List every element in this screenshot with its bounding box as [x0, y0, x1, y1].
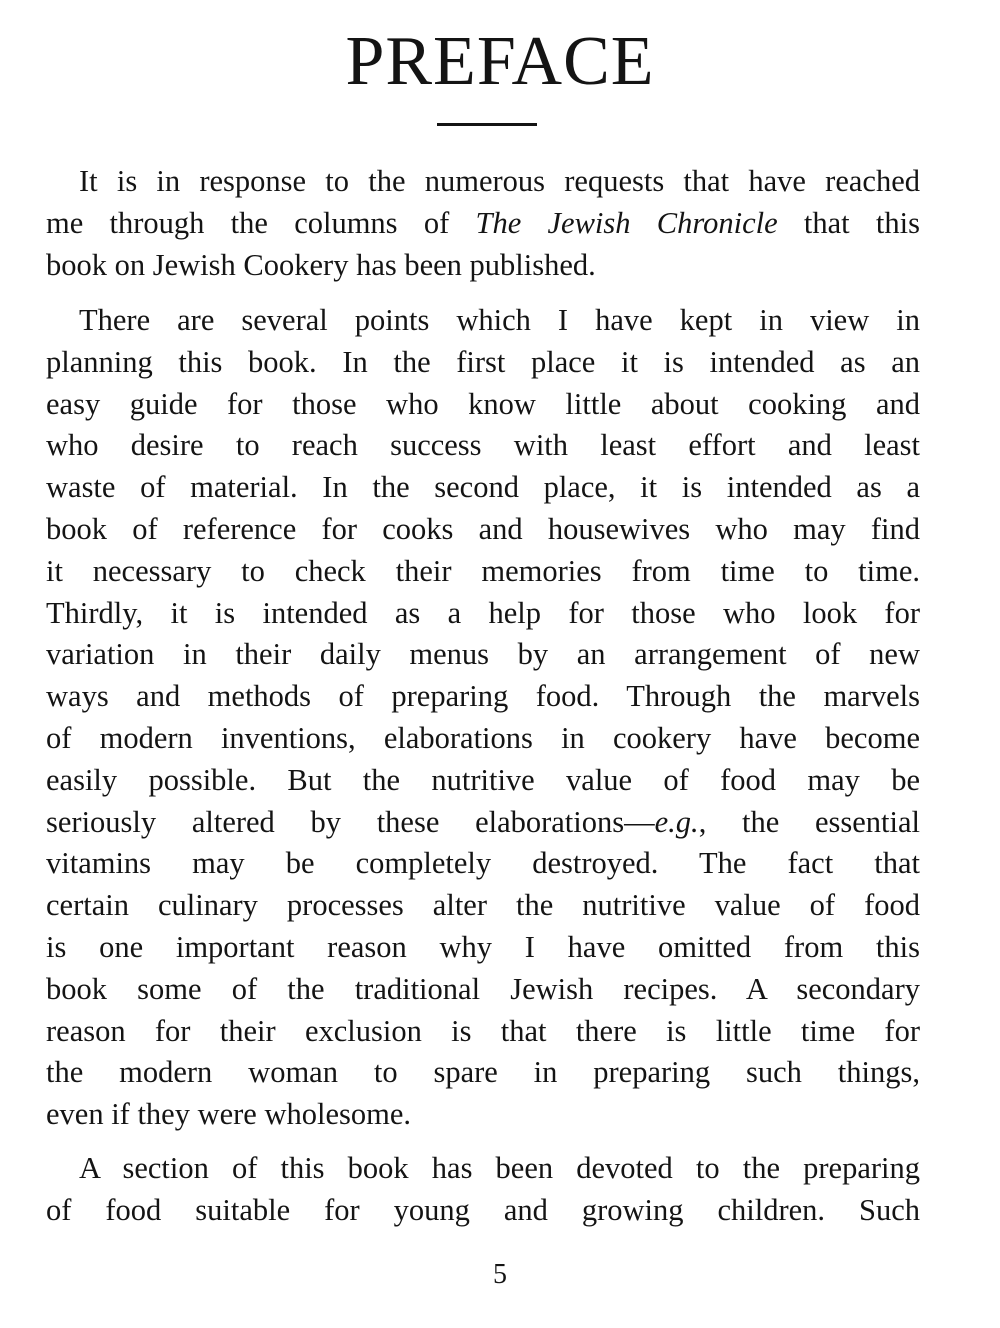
page-title: PREFACE: [345, 23, 655, 100]
paragraph-line: easy guide for those who know little about cooking and: [46, 386, 920, 421]
paragraph-line: of modern inventions, elaborations in cookery have become: [46, 720, 920, 755]
paragraph-line: book some of the traditional Jewish recipes. A secondary: [46, 971, 920, 1006]
line-text: me through the columns of: [46, 205, 476, 240]
title-rule-divider: [437, 123, 537, 126]
paragraph-2: [46, 300, 920, 1136]
italic-title-text: The Jewish Chronicle: [475, 205, 778, 240]
paragraph-line: even if they were wholesome.: [46, 1097, 412, 1132]
paragraph-3: [46, 1148, 920, 1232]
paragraph-1: [46, 161, 920, 286]
paragraph-line: reason for their exclusion is that there is little time for: [46, 1013, 920, 1048]
paragraph-line: variation in their daily menus by an arrangement of new: [46, 637, 920, 672]
line-text: , the essential: [698, 804, 920, 839]
paragraph-line: book on Jewish Cookery has been published.: [46, 247, 596, 282]
paragraph-line: book of reference for cooks and housewives who may find: [46, 511, 920, 546]
paragraph-line: who desire to reach success with least effort and least: [46, 428, 920, 463]
paragraph-line: ways and methods of preparing food. Through the marvels: [46, 679, 920, 714]
paragraph-line: planning this book. In the first place it is intended as an: [46, 344, 920, 379]
paragraph-line: the modern woman to spare in preparing such things,: [46, 1055, 920, 1090]
italic-abbreviation-text: e.g.: [654, 804, 699, 839]
page-number: 5: [493, 1259, 507, 1290]
paragraph-line: it necessary to check their memories from time to time.: [46, 553, 920, 588]
paragraph-line: [46, 802, 920, 844]
paragraph-line: There are several points which I have kept in view in: [79, 303, 920, 337]
paragraph-line: certain culinary processes alter the nutritive value of food: [46, 888, 920, 923]
paragraph-line: easily possible. But the nutritive value of food may be: [46, 762, 920, 797]
line-text: seriously altered by these elaborations—: [46, 804, 655, 839]
paragraph-line: waste of material. In the second place, it is intended as a: [46, 470, 920, 505]
paragraph-line: A section of this book has been devoted to the preparing: [79, 1151, 920, 1185]
paragraph-line: [46, 203, 920, 245]
paragraph-line: of food suitable for young and growing children. Such: [46, 1192, 920, 1227]
paragraph-line: vitamins may be completely destroyed. The fact that: [46, 846, 920, 881]
line-text: that this: [777, 205, 920, 240]
paragraph-line: It is in response to the numerous requests that have reached: [79, 164, 920, 198]
paragraph-line: is one important reason why I have omitted from this: [46, 929, 920, 964]
paragraph-line: Thirdly, it is intended as a help for those who look for: [46, 595, 920, 630]
